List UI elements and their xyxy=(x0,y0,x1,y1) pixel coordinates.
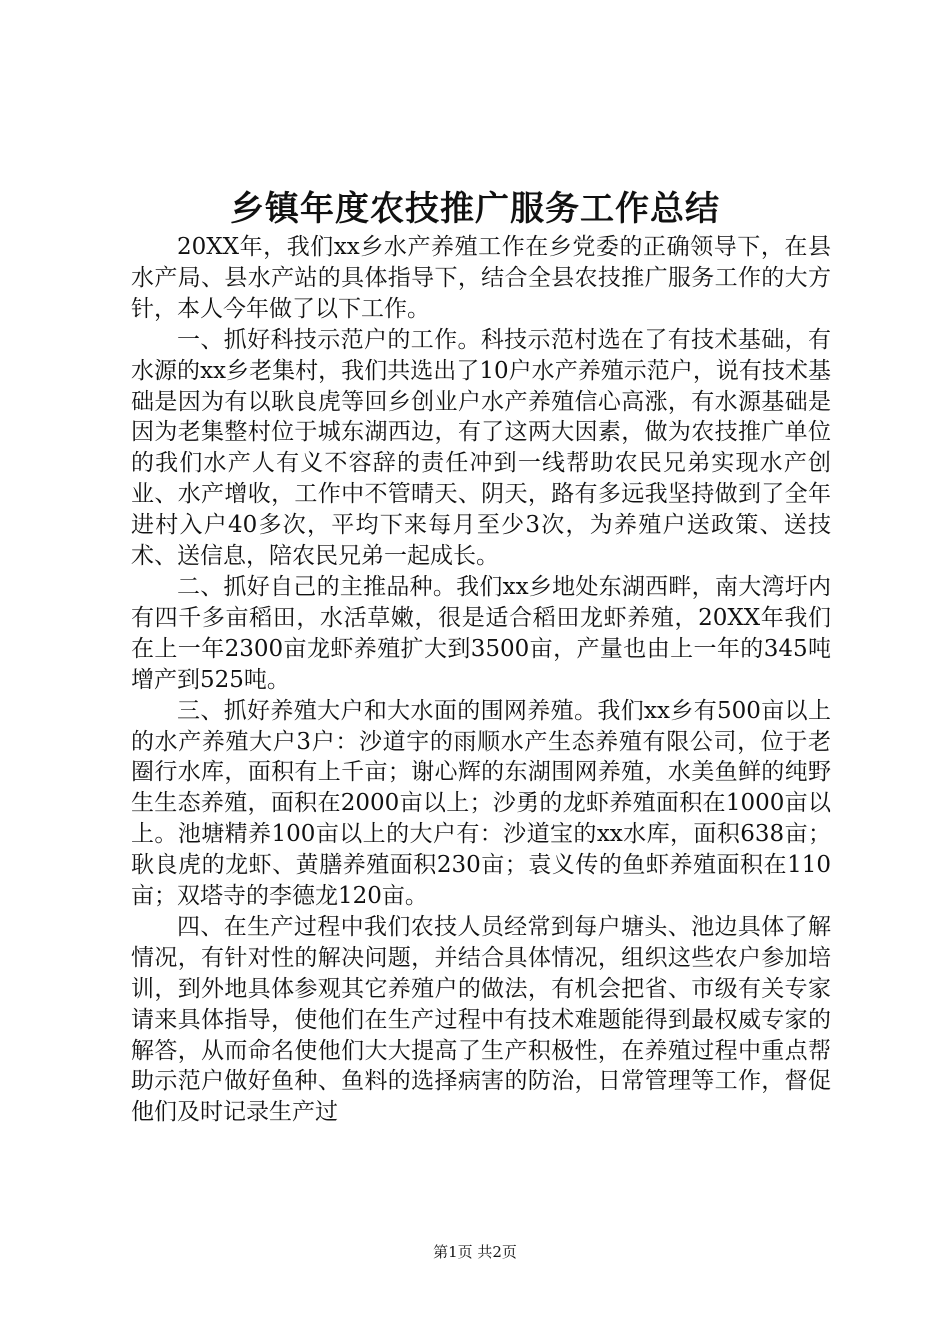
paragraph-intro: 20XX年，我们xx乡水产养殖工作在乡党委的正确领导下，在县水产局、县水产站的具体指导下，结合全县农技推广服务工作的大方针，本人今年做了以下工作。 xyxy=(131,234,831,322)
page-number-footer: 第1页 共2页 xyxy=(433,1243,517,1261)
paragraph-section-2: 二、抓好自己的主推品种。我们xx乡地处东湖西畔，南大湾圩内有四千多亩稻田，水活草嫩，很是适合稻田龙虾养殖，20XX年我们在上一年2300亩龙虾养殖扩大到3500亩，产量也由上一年的345吨增产到525吨。 xyxy=(131,573,831,693)
document-body xyxy=(131,232,831,1128)
paragraph-section-4: 四、在生产过程中我们农技人员经常到每户塘头、池边具体了解情况，有针对性的解决问题，并结合具体情况，组织这些农户参加培训，到外地具体参观其它养殖户的做法，有机会把省、市级有关专家请来具体指导，使他们在生产过程中有技术难题能得到最权威专家的解答，从而命名使他们大大提高了生产积极性，在养殖过程中重点帮助示范户做好鱼种、鱼料的选择病害的防治，日常管理等工作，督促他们及时记录生产过 xyxy=(131,913,831,1126)
paragraph-section-3: 三、抓好养殖大户和大水面的围网养殖。我们xx乡有500亩以上的水产养殖大户3户：沙道宇的雨顺水产生态养殖有限公司，位于老圈行水库，面积有上千亩；谢心辉的东湖围网养殖，水美鱼鲜的纯野生生态养殖，面积在2000亩以上；沙勇的龙虾养殖面积在1000亩以上。池塘精养100亩以上的大户有：沙道宝的xx水库，面积638亩；耿良虎的龙虾、黄膳养殖面积230亩；袁义传的鱼虾养殖面积在110亩；双塔寺的李德龙120亩。 xyxy=(131,697,831,910)
document-title: 乡镇年度农技推广服务工作总结 xyxy=(230,189,720,229)
paragraph-section-1: 一、抓好科技示范户的工作。科技示范村选在了有技术基础，有水源的xx乡老集村，我们共选出了10户水产养殖示范户，说有技术基础是因为有以耿良虎等回乡创业户水产养殖信心高涨，有水源基础是因为老集整村位于城东湖西边，有了这两大因素，做为农技推广单位的我们水产人有义不容辞的责任冲到一线帮助农民兄弟实现水产创业、水产增收，工作中不管晴天、阴天，路有多远我坚持做到了全年进村入户40多次，平均下来每月至少3次，为养殖户送政策、送技术、送信息，陪农民兄弟一起成长。 xyxy=(131,326,831,570)
